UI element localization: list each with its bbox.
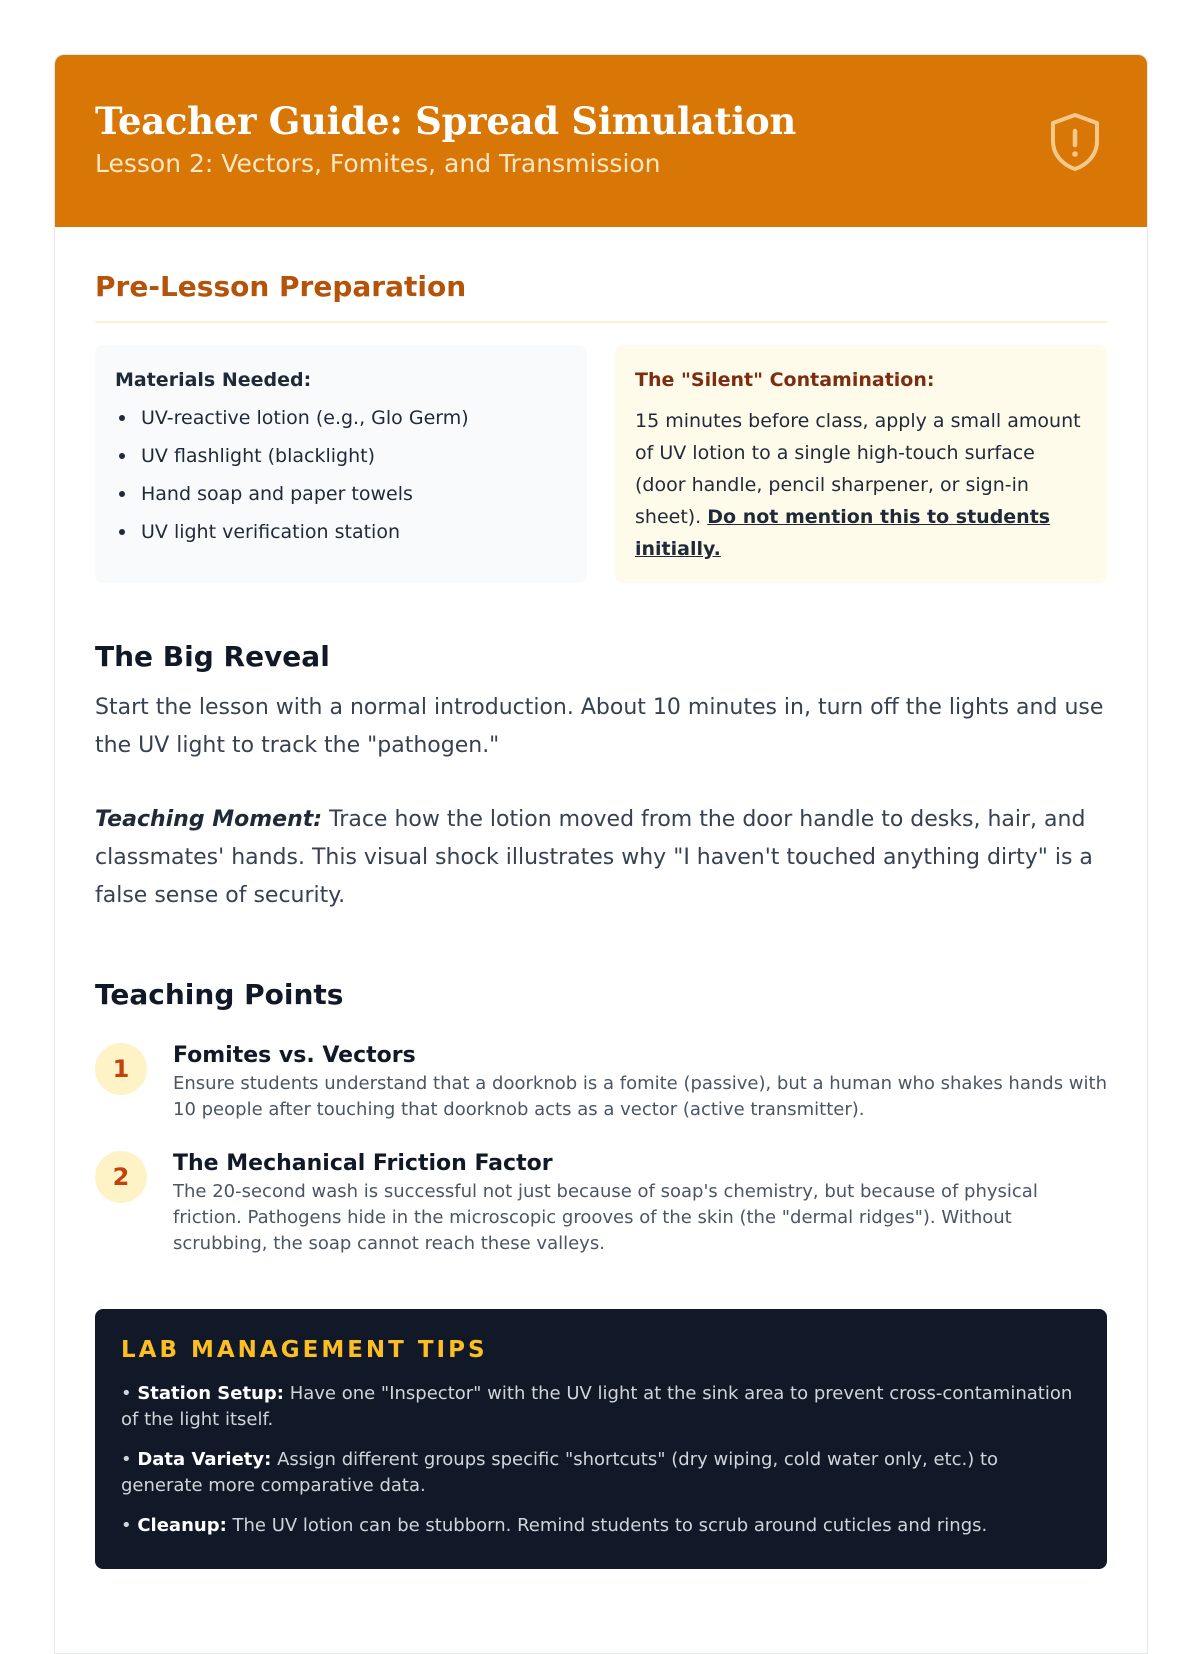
prep-grid — [95, 345, 1107, 583]
tip-label: Data Variety: — [137, 1449, 272, 1470]
reveal-paragraph: Start the lesson with a normal introduction. About 10 minutes in, turn off the lights and use the UV light to track the "pathogen." — [95, 695, 1104, 758]
point-number-badge: 2 — [95, 1151, 147, 1203]
shield-alert-icon — [1047, 111, 1103, 173]
contamination-heading: The "Silent" Contamination: — [635, 369, 935, 391]
page-title: Teacher Guide: Spread Simulation — [95, 99, 796, 143]
teaching-moment-paragraph — [95, 801, 1107, 915]
teacher-guide-card — [54, 54, 1148, 1654]
tip-label: Cleanup: — [137, 1515, 227, 1536]
tip-item: • Data Variety: Assign different groups specific "shortcuts" (dry wiping, cold water only, etc.) to generate more comparative data. — [121, 1449, 999, 1496]
point-body — [173, 1041, 1107, 1123]
teaching-moment-text: Trace how the lotion moved from the door handle to desks, hair, and classmates' hands. This visual shock illustrates why "I haven't touched anything dirty" is a false sense of security. — [95, 807, 1093, 908]
point-description: Ensure students understand that a doorknob is a fomite (passive), but a human who shakes hands with 10 people after touching that doorknob acts as a vector (active transmitter). — [173, 1073, 1107, 1120]
list-item: UV flashlight (blacklight) — [115, 443, 567, 469]
contamination-box — [615, 345, 1107, 583]
point-title: The Mechanical Friction Factor — [173, 1151, 553, 1176]
point-description: The 20-second wash is successful not just because of soap's chemistry, but because of physical friction. Pathogens hide in the microscopic grooves of the skin (the "dermal ridges"). Without scrubbing, the soap cannot reach these valleys. — [173, 1181, 1038, 1254]
contamination-text — [635, 405, 1087, 565]
tip-text: The UV lotion can be stubborn. Remind students to scrub around cuticles and rings. — [226, 1515, 988, 1536]
tip-item: • Cleanup: The UV lotion can be stubborn. Remind students to scrub around cuticles and rings. — [121, 1515, 988, 1536]
tip-text: Have one "Inspector" with the UV light at the sink area to prevent cross-contamination of the light itself. — [121, 1383, 1073, 1430]
materials-list — [115, 405, 567, 545]
list-item: UV-reactive lotion (e.g., Glo Germ) — [115, 405, 567, 431]
teaching-moment-label: Teaching Moment: — [95, 807, 323, 832]
tip-item: • Station Setup: Have one "Inspector" with the UV light at the sink area to prevent cross-contamination of the light itself. — [121, 1383, 1073, 1430]
teaching-point — [95, 1041, 1107, 1123]
contamination-warning: Do not mention this to students initially. — [635, 506, 1051, 560]
point-body — [173, 1149, 1107, 1257]
tip-label: Station Setup: — [137, 1383, 284, 1404]
teaching-point — [95, 1149, 1107, 1257]
point-number-badge: 1 — [95, 1043, 147, 1095]
materials-box — [95, 345, 587, 583]
point-title: Fomites vs. Vectors — [173, 1043, 416, 1068]
guide-content — [55, 227, 1147, 1569]
points-section-title: Teaching Points — [95, 978, 344, 1011]
lab-tips-panel — [95, 1309, 1107, 1569]
prep-section-title: Pre-Lesson Preparation — [95, 267, 1107, 323]
contamination-body: 15 minutes before class, apply a small amount of UV lotion to a single high-touch surface (door handle, pencil sharpener, or sign-in sheet). — [635, 410, 1081, 528]
reveal-section-title: The Big Reveal — [95, 640, 330, 673]
page-subtitle: Lesson 2: Vectors, Fomites, and Transmission — [95, 149, 661, 178]
list-item: Hand soap and paper towels — [115, 481, 567, 507]
materials-heading: Materials Needed: — [115, 369, 312, 391]
tips-title: LAB MANAGEMENT TIPS — [121, 1337, 488, 1363]
guide-header — [55, 55, 1147, 227]
list-item: UV light verification station — [115, 519, 567, 545]
tip-text: Assign different groups specific "shortcuts" (dry wiping, cold water only, etc.) to generate more comparative data. — [121, 1449, 999, 1496]
